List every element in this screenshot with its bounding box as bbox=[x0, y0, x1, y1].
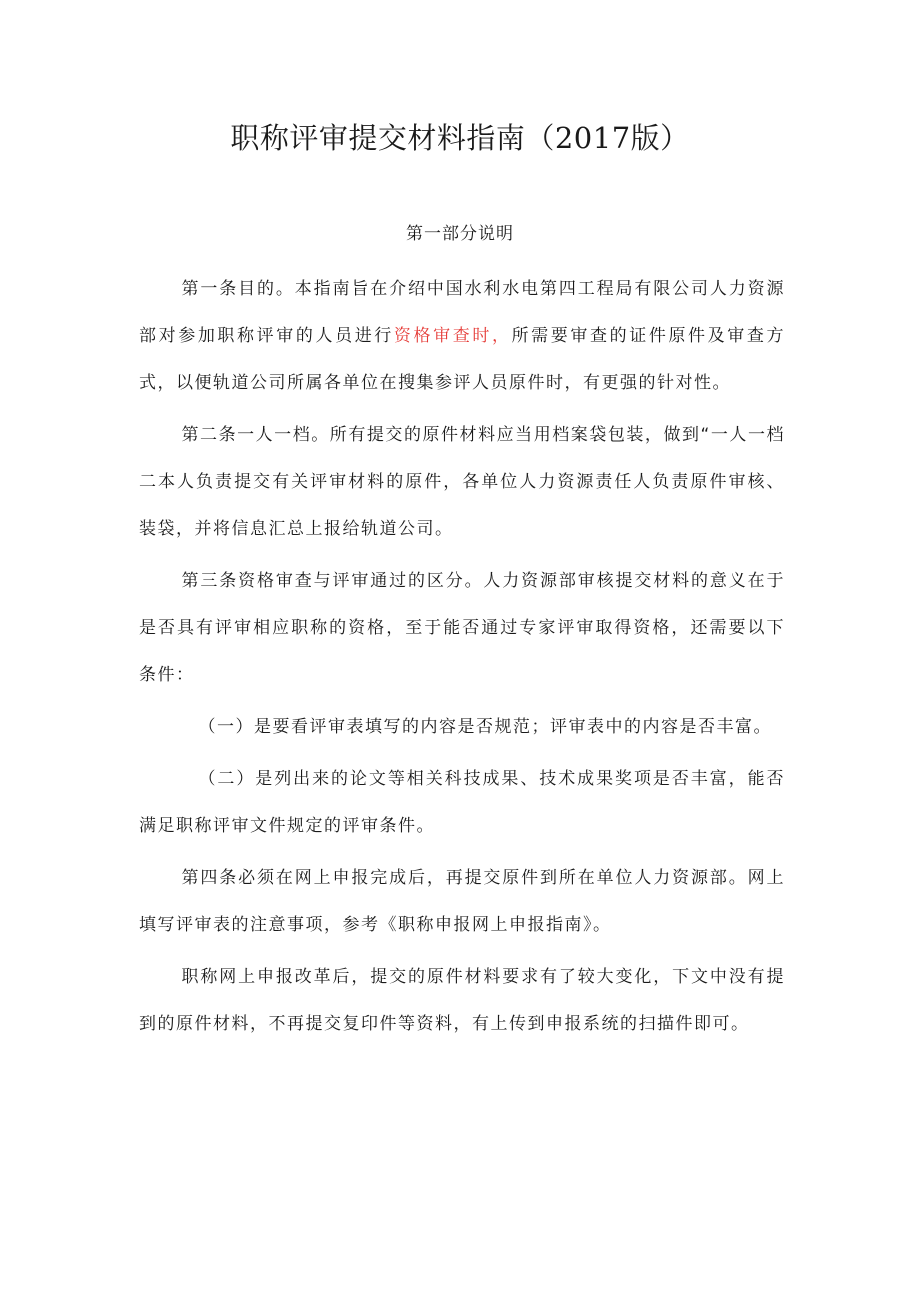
paragraph-article-1 bbox=[139, 266, 785, 407]
document-title: 职称评审提交材料指南（2017版） bbox=[230, 121, 690, 155]
document-body bbox=[139, 266, 785, 1053]
paragraph-article-4: 第四条必须在网上申报完成后，再提交原件到所在单位人力资源部。网上填写评审表的注意事项，参考《职称申报网上申报指南》。 bbox=[139, 868, 785, 935]
paragraph-note: 职称网上申报改革后，提交的原件材料要求有了较大变化，下文中没有提到的原件材料，不再提交复印件等资料，有上传到申报系统的扫描件即可。 bbox=[139, 967, 785, 1034]
paragraph-text: 第一条目的。本指南旨在介绍中国水利水电第四工程局有限公司人力资源部对参加职称评审的人员进行 bbox=[139, 279, 785, 346]
paragraph-item-2: （二）是列出来的论文等相关科技成果、技术成果奖项是否丰富，能否满足职称评审文件规定的评审条件。 bbox=[139, 769, 785, 836]
paragraph-article-3: 第三条资格审查与评审通过的区分。人力资源部审核提交材料的意义在于是否具有评审相应职称的资格，至于能否通过专家评审取得资格，还需要以下条件： bbox=[139, 571, 785, 685]
paragraph-item-1: （一）是要看评审表填写的内容是否规范；评审表中的内容是否丰富。 bbox=[198, 717, 772, 737]
paragraph-article-2: 第二条一人一档。所有提交的原件材料应当用档案袋包装，做到“一人一档二本人负责提交有关评审材料的原件，各单位人力资源责任人负责原件审核、装袋，并将信息汇总上报给轨道公司。 bbox=[139, 425, 785, 539]
highlighted-text: 资格审查时， bbox=[393, 326, 512, 346]
paragraph-text: 所需要审查的证件原件及审查方式，以便轨道公司所属各单位在搜集参评人员原件时，有更强的针对性。 bbox=[139, 326, 785, 393]
section-heading: 第一部分说明 bbox=[406, 224, 514, 244]
